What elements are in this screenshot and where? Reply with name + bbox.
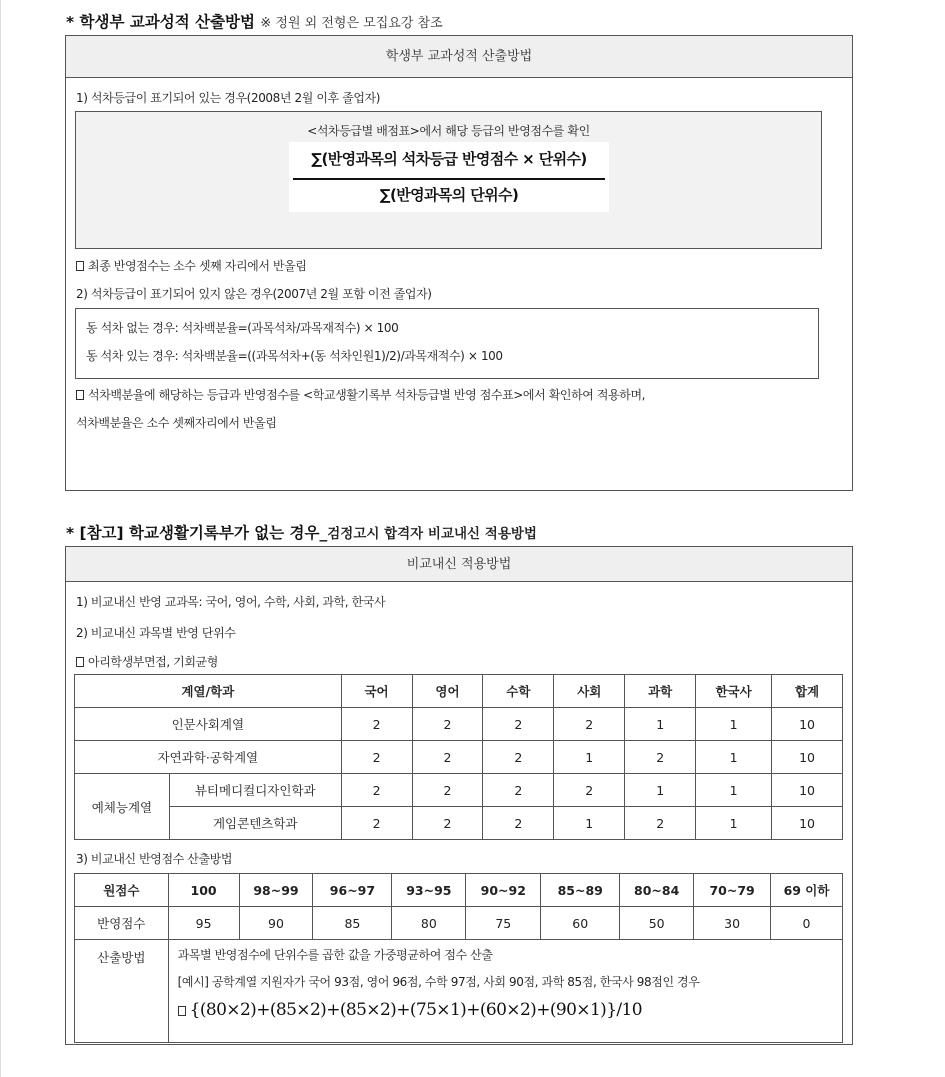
row-label: 뷰티메디컬디자인학과 (169, 774, 341, 807)
table-cell: 70~79 (694, 874, 771, 907)
table-cell: 95 (168, 907, 239, 940)
section1-title: * 학생부 교과성적 산출방법 (66, 13, 255, 31)
table-cell: 1 (625, 708, 696, 741)
case2-label: 2) 석차등급이 표기되어 있지 않은 경우(2007년 2월 포함 이전 졸업자) (76, 287, 432, 301)
table-cell: 1 (696, 807, 772, 840)
table-cell: 69 이하 (771, 874, 843, 907)
square-bullet-icon (76, 657, 84, 667)
table-cell: 85 (313, 907, 392, 940)
table-cell: 1 (696, 741, 772, 774)
section1-box (65, 35, 853, 491)
case2-line2: 동 석차 있는 경우: 석차백분율=((과목석차+(동 석차인원1)/2)/과목재적수) × 100 (86, 349, 503, 363)
item3: 3) 비교내신 반영점수 산출방법 (76, 852, 233, 866)
section2-heading (66, 521, 537, 543)
table-cell: 2 (412, 774, 483, 807)
header-cell: 수학 (483, 675, 554, 708)
item2-note (76, 653, 218, 670)
row-label: 반영점수 (75, 907, 169, 940)
table-row (75, 741, 843, 774)
header-cell: 합계 (772, 675, 843, 708)
calc-formula: {(80×2)+(85×2)+(85×2)+(75×1)+(60×2)+(90×1)}/10 (189, 1000, 642, 1020)
case1-label: 1) 석차등급이 표기되어 있는 경우(2008년 2월 이후 졸업자) (76, 91, 380, 105)
header-cell: 영어 (412, 675, 483, 708)
table-row (75, 708, 843, 741)
table-cell: 80 (392, 907, 466, 940)
table-cell: 2 (341, 807, 412, 840)
unit-table-header (75, 675, 843, 708)
section2-box-title: 비교내신 적용방법 (66, 547, 852, 582)
note2 (76, 386, 645, 403)
page-left-border (0, 0, 1, 1077)
table-cell: 75 (466, 907, 541, 940)
note1-text: 최종 반영점수는 소수 셋째 자리에서 반올림 (88, 259, 307, 273)
table-cell: 2 (483, 774, 554, 807)
note2-text: 석차백분율에 해당하는 등급과 반영점수를 <학교생활기록부 석차등급별 반영 점수표>에서 확인하여 적용하며, (88, 388, 646, 402)
calc-line1: 과목별 반영점수에 단위수를 곱한 값을 가중평균하여 점수 산출 (177, 948, 493, 962)
section2-title: * [참고] 학교생활기록부가 없는 경우_ (66, 524, 328, 542)
table-row (75, 774, 843, 807)
square-bullet-icon (76, 390, 84, 400)
table-cell: 2 (341, 708, 412, 741)
table-cell: 10 (772, 807, 843, 840)
section1-box-title: 학생부 교과성적 산출방법 (66, 36, 852, 78)
header-cell: 계열/학과 (75, 675, 342, 708)
table-cell: 0 (771, 907, 843, 940)
header-cell: 과학 (625, 675, 696, 708)
table-cell: 2 (412, 807, 483, 840)
section1-heading (66, 10, 443, 32)
table-cell: 1 (625, 774, 696, 807)
row-label: 게임콘텐츠학과 (169, 807, 341, 840)
table-cell: 60 (541, 907, 620, 940)
row-label: 자연과학·공학계열 (75, 741, 342, 774)
note1 (76, 257, 307, 274)
section2-box (65, 546, 853, 1045)
table-cell: 2 (341, 741, 412, 774)
formula-denominator: ∑(반영과목의 단위수) (379, 186, 519, 204)
table-cell: 10 (772, 708, 843, 741)
header-cell: 사회 (554, 675, 625, 708)
table-cell: 10 (772, 774, 843, 807)
table-cell: 1 (696, 708, 772, 741)
table-cell: 1 (554, 807, 625, 840)
table-cell: 85~89 (541, 874, 620, 907)
grade-formula (289, 142, 609, 212)
table-cell: 93~95 (392, 874, 466, 907)
table-cell: 90 (239, 907, 313, 940)
table-cell: 100 (168, 874, 239, 907)
table-cell: 2 (554, 774, 625, 807)
case2-panel (75, 308, 819, 379)
case1-formula-panel (75, 111, 822, 249)
score-row-calc (75, 940, 843, 1043)
formula-fraction-bar (293, 178, 605, 180)
table-cell: 2 (625, 741, 696, 774)
score-row-converted (75, 907, 843, 940)
table-cell: 2 (412, 741, 483, 774)
table-cell: 96~97 (313, 874, 392, 907)
note2b: 석차백분율은 소수 셋째자리에서 반올림 (76, 416, 277, 430)
table-cell: 2 (625, 807, 696, 840)
square-bullet-icon (178, 1006, 186, 1016)
unit-table (74, 674, 843, 840)
square-bullet-icon (76, 261, 84, 271)
group-label: 예체능계열 (75, 774, 170, 840)
score-row-raw (75, 874, 843, 907)
table-cell: 2 (483, 741, 554, 774)
table-cell: 30 (694, 907, 771, 940)
table-cell: 10 (772, 741, 843, 774)
row-label: 인문사회계열 (75, 708, 342, 741)
table-cell: 90~92 (466, 874, 541, 907)
calc-method-cell (168, 940, 842, 1043)
case2-line1: 동 석차 없는 경우: 석차백분율=(과목석차/과목재적수) × 100 (86, 321, 399, 335)
section1-note: ※ 정원 외 전형은 모집요강 참조 (260, 16, 443, 31)
formula-numerator: ∑(반영과목의 석차등급 반영점수 × 단위수) (311, 150, 587, 168)
calc-formula-row (178, 1000, 842, 1020)
table-cell: 2 (483, 807, 554, 840)
score-table (74, 873, 843, 1043)
table-cell: 1 (554, 741, 625, 774)
case1-description: <석차등급별 배점표>에서 해당 등급의 반영점수를 확인 (307, 124, 590, 138)
section2-subtitle: 검정고시 합격자 비교내신 적용방법 (327, 526, 537, 542)
calc-line2: [예시] 공학계열 지원자가 국어 93점, 영어 96점, 수학 97점, 사회 90점, 과학 85점, 한국사 98점인 경우 (177, 975, 700, 989)
table-cell: 2 (554, 708, 625, 741)
table-cell: 1 (696, 774, 772, 807)
row-label: 산출방법 (75, 940, 169, 1043)
table-cell: 2 (483, 708, 554, 741)
item2-note-text: 아리학생부면접, 기회균형 (88, 655, 218, 669)
table-cell: 50 (620, 907, 694, 940)
header-cell: 한국사 (696, 675, 772, 708)
table-cell: 80~84 (620, 874, 694, 907)
table-cell: 2 (341, 774, 412, 807)
item1: 1) 비교내신 반영 교과목: 국어, 영어, 수학, 사회, 과학, 한국사 (76, 595, 386, 609)
table-cell: 98~99 (239, 874, 313, 907)
table-row (75, 807, 843, 840)
table-cell: 2 (412, 708, 483, 741)
row-label: 원점수 (75, 874, 169, 907)
header-cell: 국어 (341, 675, 412, 708)
item2: 2) 비교내신 과목별 반영 단위수 (76, 626, 236, 640)
